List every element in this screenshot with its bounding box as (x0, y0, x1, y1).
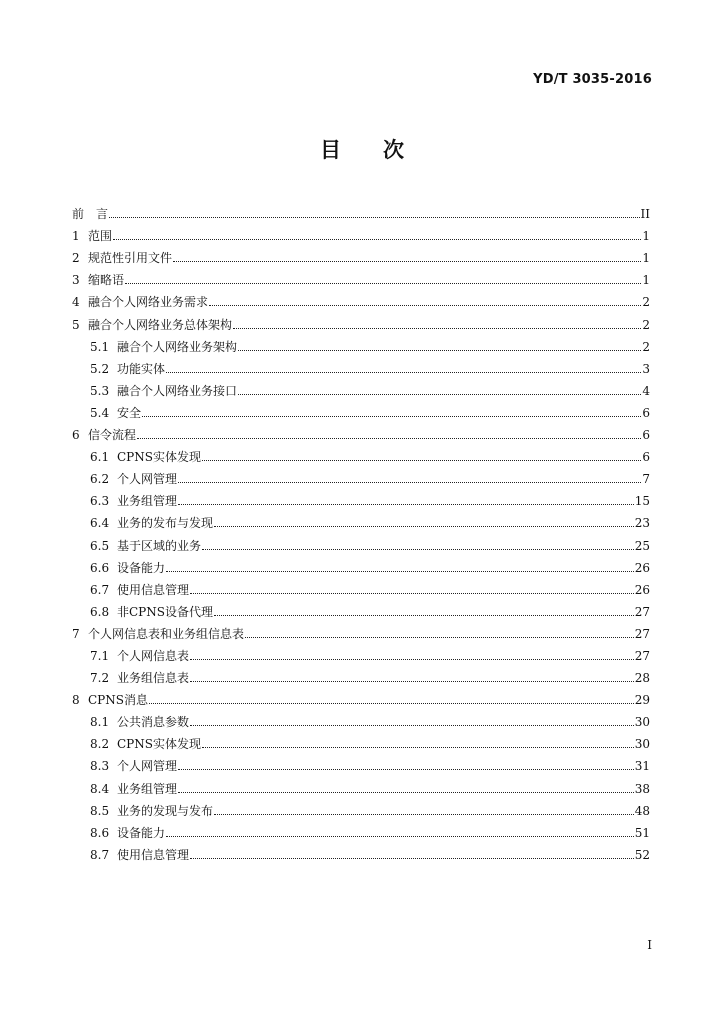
toc-entry-page: 28 (634, 671, 650, 686)
toc-entry[interactable] (72, 729, 650, 751)
toc-entry-page: 15 (634, 494, 650, 509)
toc-entry-label: 信令流程 (88, 428, 137, 443)
dot-leader (173, 261, 641, 262)
toc-entry[interactable] (72, 508, 650, 530)
toc-entry[interactable] (72, 818, 650, 840)
toc-entry-label: 非CPNS设备代理 (117, 604, 213, 619)
toc-entry-number: 8.2 (90, 737, 110, 752)
toc-entry-page: 38 (634, 781, 650, 796)
toc-entry-number: 1 (72, 229, 80, 244)
toc-entry-label: 个人网信息表 (117, 648, 190, 663)
dot-leader (178, 504, 634, 505)
toc-entry-label: CPNS实体发现 (117, 450, 201, 465)
toc-entry[interactable] (72, 376, 650, 398)
toc-entry-page: 3 (642, 361, 650, 376)
toc-entry-label: CPNS实体发现 (117, 737, 201, 752)
toc-entry-label: CPNS消息 (88, 693, 148, 708)
toc-entry-label: 业务的发布与发现 (117, 516, 214, 531)
toc-entry-label: 业务组管理 (117, 781, 178, 796)
toc-entry-number: 3 (72, 273, 80, 288)
dot-leader (202, 460, 641, 461)
dot-leader (178, 792, 634, 793)
toc-entry-number: 7 (72, 626, 80, 641)
toc-entry-number: 4 (72, 295, 80, 310)
toc-entry[interactable] (72, 464, 650, 486)
toc-entry-number: 8.7 (90, 847, 110, 862)
toc-entry[interactable] (72, 575, 650, 597)
toc-entry[interactable] (72, 265, 650, 287)
dot-leader (233, 328, 641, 329)
toc-entry-page: 1 (642, 251, 650, 266)
dot-leader (190, 681, 634, 682)
toc-entry-number: 7.2 (90, 671, 110, 686)
dot-leader (214, 814, 634, 815)
dot-leader (178, 482, 641, 483)
toc-entry-page: 2 (642, 295, 650, 310)
toc-entry-page: 6 (642, 450, 650, 465)
toc-entry-number: 6.8 (90, 604, 110, 619)
toc-entry-page: 30 (634, 715, 650, 730)
dot-leader (166, 571, 634, 572)
toc-entry-number: 2 (72, 251, 80, 266)
toc-entry[interactable] (72, 796, 650, 818)
toc-entry-label: 设备能力 (117, 560, 166, 575)
toc-entry-number: 5 (72, 317, 80, 332)
toc-entry-number: 6.5 (90, 538, 110, 553)
toc-entry-page: 30 (634, 737, 650, 752)
dot-leader (214, 615, 634, 616)
toc-entry-page: II (640, 207, 650, 222)
toc-entry-label: 范围 (88, 229, 113, 244)
dot-leader (166, 836, 634, 837)
toc-entry-label: 规范性引用文件 (88, 251, 173, 266)
toc-entry[interactable] (72, 641, 650, 663)
toc-entry-label: 使用信息管理 (117, 847, 190, 862)
toc-entry[interactable] (72, 597, 650, 619)
table-of-contents (72, 199, 650, 862)
toc-entry-number: 6.7 (90, 582, 110, 597)
toc-entry-label: 个人网管理 (117, 472, 178, 487)
dot-leader (142, 416, 641, 417)
dot-leader (245, 637, 634, 638)
toc-entry-label: 个人网管理 (117, 759, 178, 774)
toc-entry-number: 6.3 (90, 494, 110, 509)
toc-entry-page: 51 (634, 825, 650, 840)
toc-entry[interactable] (72, 707, 650, 729)
toc-entry-page: 27 (634, 626, 650, 641)
toc-entry-label: 融合个人网络业务接口 (117, 383, 238, 398)
toc-entry-page: 1 (642, 229, 650, 244)
toc-entry[interactable] (72, 530, 650, 552)
toc-entry[interactable] (72, 354, 650, 376)
dot-leader (149, 703, 634, 704)
toc-entry-number: 8.6 (90, 825, 110, 840)
toc-entry-page: 26 (634, 582, 650, 597)
toc-entry[interactable] (72, 685, 650, 707)
dot-leader (209, 305, 641, 306)
toc-entry-page: 2 (642, 339, 650, 354)
toc-entry-number: 5.2 (90, 361, 110, 376)
toc-entry-label: 公共消息参数 (117, 715, 190, 730)
toc-entry-number: 6.6 (90, 560, 110, 575)
dot-leader (190, 659, 634, 660)
dot-leader (190, 858, 634, 859)
toc-entry-page: 23 (634, 516, 650, 531)
toc-entry-page: 26 (634, 560, 650, 575)
toc-entry[interactable] (72, 243, 650, 265)
toc-entry[interactable] (72, 751, 650, 773)
dot-leader (125, 283, 641, 284)
toc-entry-label: 融合个人网络业务架构 (117, 339, 238, 354)
toc-entry[interactable] (72, 840, 650, 862)
toc-entry[interactable] (72, 420, 650, 442)
toc-entry-page: 52 (634, 847, 650, 862)
toc-entry-page: 48 (634, 803, 650, 818)
toc-entry-page: 27 (634, 648, 650, 663)
document-code: YD/T 3035-2016 (533, 72, 652, 87)
toc-entry[interactable] (72, 221, 650, 243)
toc-entry-page: 27 (634, 604, 650, 619)
toc-entry-page: 25 (634, 538, 650, 553)
page-title (0, 134, 724, 164)
toc-entry-page: 1 (642, 273, 650, 288)
toc-entry[interactable] (72, 773, 650, 795)
toc-entry-label: 个人网信息表和业务组信息表 (88, 626, 245, 641)
toc-entry-page: 7 (642, 472, 650, 487)
page-number: I (647, 938, 652, 952)
toc-entry[interactable] (72, 287, 650, 309)
toc-entry-label: 业务的发现与发布 (117, 803, 214, 818)
title-char-1: 目 (320, 138, 341, 162)
toc-entry-page: 4 (642, 383, 650, 398)
toc-entry[interactable] (72, 398, 650, 420)
toc-entry-label: 功能实体 (117, 361, 166, 376)
dot-leader (190, 593, 634, 594)
toc-entry[interactable] (72, 332, 650, 354)
toc-entry-number: 5.3 (90, 383, 110, 398)
toc-entry-page: 29 (634, 693, 650, 708)
toc-entry-label: 缩略语 (88, 273, 125, 288)
toc-entry[interactable] (72, 199, 650, 221)
dot-leader (113, 239, 641, 240)
toc-entry-label: 安全 (117, 405, 142, 420)
toc-entry-page: 6 (642, 405, 650, 420)
toc-entry-number: 8.5 (90, 803, 110, 818)
toc-entry-number: 前 言 (72, 207, 109, 222)
toc-entry[interactable] (72, 442, 650, 464)
toc-entry-page: 2 (642, 317, 650, 332)
dot-leader (202, 747, 634, 748)
toc-entry-page: 31 (634, 759, 650, 774)
toc-entry-number: 8.1 (90, 715, 110, 730)
toc-entry-number: 6.2 (90, 472, 110, 487)
toc-entry-number: 5.1 (90, 339, 110, 354)
toc-entry-number: 8.3 (90, 759, 110, 774)
toc-entry-number: 6.1 (90, 450, 110, 465)
toc-entry[interactable] (72, 663, 650, 685)
toc-entry-label: 设备能力 (117, 825, 166, 840)
dot-leader (202, 549, 634, 550)
toc-entry[interactable] (72, 553, 650, 575)
dot-leader (137, 438, 641, 439)
dot-leader (214, 526, 634, 527)
toc-entry-label: 基于区域的业务 (117, 538, 202, 553)
toc-entry-number: 5.4 (90, 405, 110, 420)
toc-entry-number: 7.1 (90, 648, 110, 663)
toc-entry-number: 6 (72, 428, 80, 443)
dot-leader (238, 394, 641, 395)
dot-leader (166, 372, 641, 373)
toc-entry[interactable] (72, 619, 650, 641)
dot-leader (238, 350, 641, 351)
toc-entry-label: 业务组信息表 (117, 671, 190, 686)
toc-entry-page: 6 (642, 428, 650, 443)
toc-entry-label: 使用信息管理 (117, 582, 190, 597)
toc-entry-number: 8.4 (90, 781, 110, 796)
dot-leader (109, 217, 640, 218)
toc-entry-number: 6.4 (90, 516, 110, 531)
toc-entry[interactable] (72, 309, 650, 331)
toc-entry-label: 融合个人网络业务需求 (88, 295, 209, 310)
title-char-2: 次 (383, 138, 404, 162)
dot-leader (190, 725, 634, 726)
dot-leader (178, 769, 634, 770)
toc-entry-number: 8 (72, 693, 80, 708)
toc-entry-label: 业务组管理 (117, 494, 178, 509)
toc-entry-label: 融合个人网络业务总体架构 (88, 317, 233, 332)
toc-entry[interactable] (72, 486, 650, 508)
